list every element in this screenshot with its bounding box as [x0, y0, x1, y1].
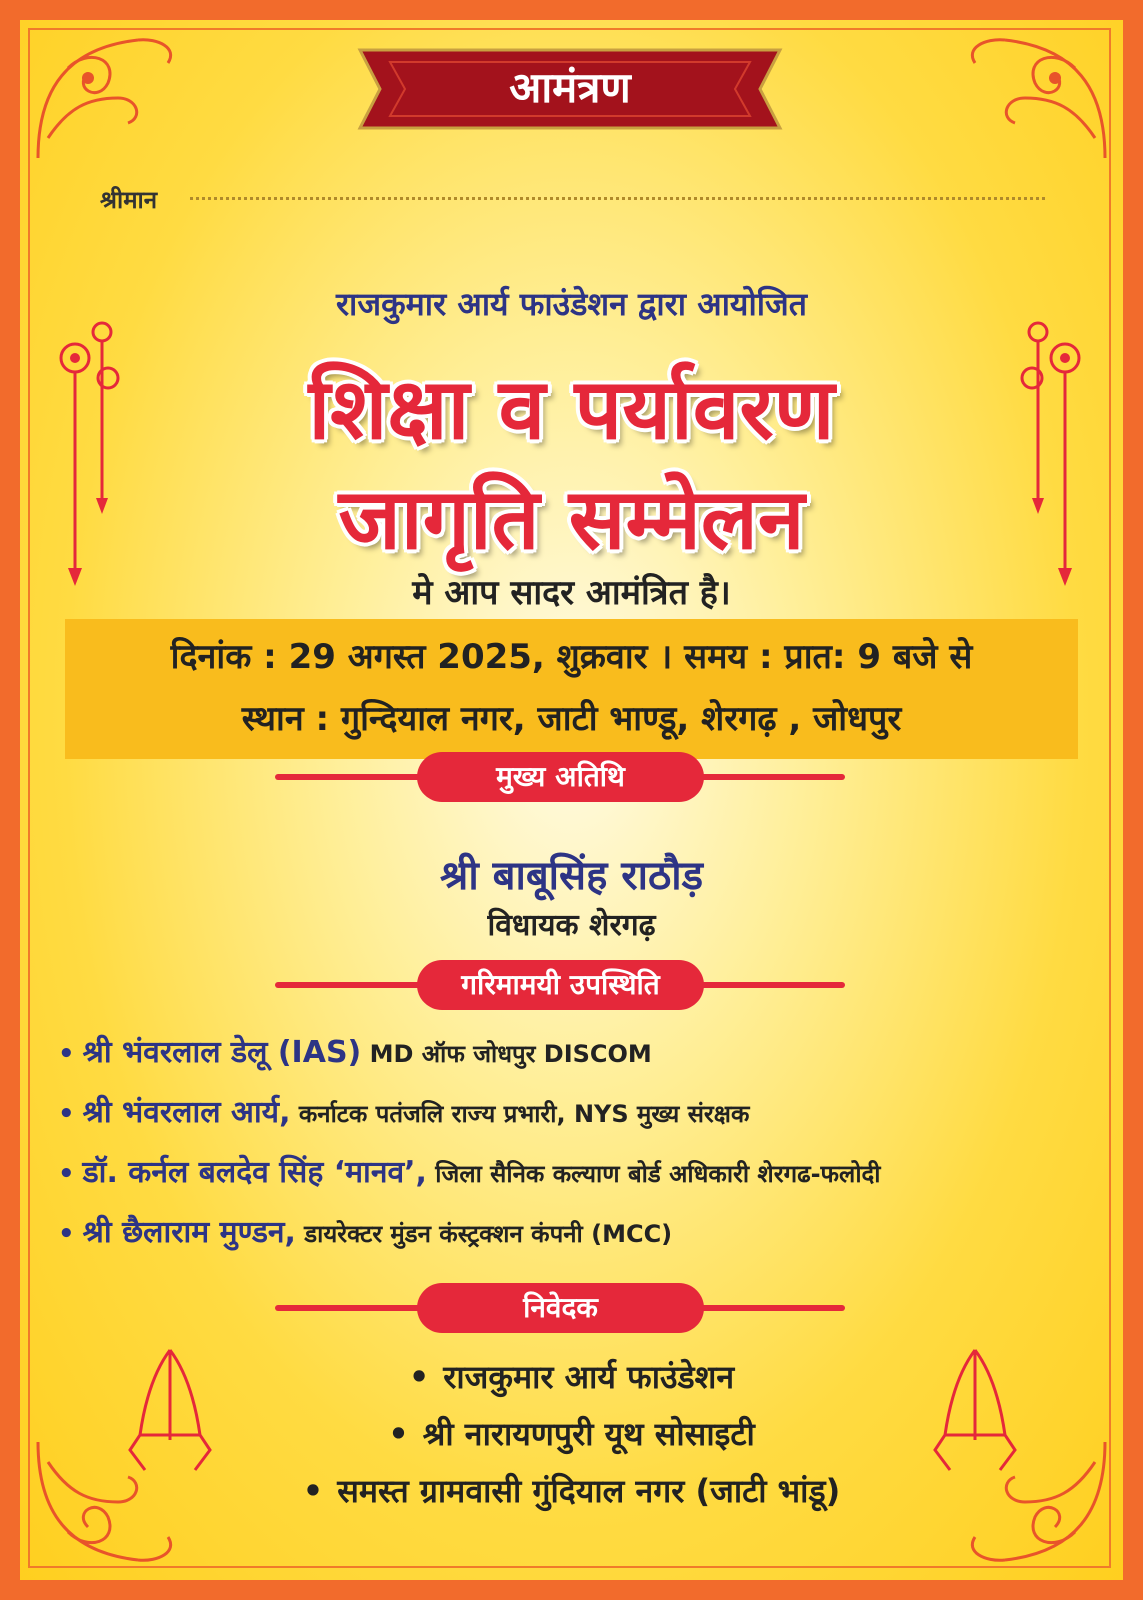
- dignitary-desc: जिला सैनिक कल्याण बोर्ड अधिकारी शेरगढ-फलोदी: [426, 1160, 881, 1188]
- event-venue: स्थान : गुन्दियाल नगर, जाटी भाण्डू, शेरगढ़ , जोधपुर: [241, 699, 902, 739]
- banner-title: आमंत्रण: [509, 63, 631, 112]
- bullet: •: [58, 1219, 75, 1249]
- corner-ornament-top-right: [955, 28, 1115, 168]
- bullet: •: [388, 1415, 409, 1453]
- chief-guest-heading: मुख्य अतिथि: [417, 752, 704, 802]
- bullet: •: [58, 1099, 75, 1129]
- chief-guest-name: श्री बाबूसिंह राठौड़: [440, 853, 703, 899]
- folded-hands-icon: [110, 1340, 230, 1480]
- chief-guest-role: विधायक शेरगढ़: [487, 908, 656, 943]
- bullet: •: [58, 1039, 75, 1069]
- salutation: श्रीमान: [100, 186, 158, 214]
- dignitary-item: [58, 1090, 749, 1131]
- corner-ornament-top-left: [28, 28, 188, 168]
- bullet: •: [408, 1358, 430, 1396]
- dignitary-desc: कर्नाटक पतंजलि राज्य प्रभारी, NYS मुख्य संरक्षक: [290, 1100, 750, 1128]
- event-date-time: दिनांक : 29 अगस्त 2025, शुक्रवार । समय : प्रात: 9 बजे से: [170, 637, 973, 677]
- dignitary-desc: MD ऑफ जोधपुर DISCOM: [361, 1040, 652, 1068]
- dignitary-name: श्री भंवरलाल आर्य,: [82, 1095, 291, 1130]
- dignitaries-heading: गरिमामयी उपस्थिति: [417, 960, 704, 1010]
- petitioners-heading: निवेदक: [417, 1283, 704, 1333]
- event-title-line2: जागृति सम्मेलन: [338, 470, 805, 568]
- dignitary-desc: डायरेक्टर मुंडन कंस्ट्रक्शन कंपनी (MCC): [295, 1220, 673, 1248]
- dignitary-item: [58, 1030, 652, 1071]
- petitioner-text: राजकुमार आर्य फाउंडेशन: [443, 1358, 735, 1396]
- dignitary-name: श्री छैलाराम मुण्डन,: [82, 1215, 296, 1250]
- dignitary-name: श्री भंवरलाल डेलू (IAS): [82, 1035, 362, 1070]
- petitioner-text: श्री नारायणपुरी यूथ सोसाइटी: [422, 1415, 755, 1453]
- name-dotted-line: [190, 197, 1045, 200]
- dignitary-item: [58, 1150, 881, 1191]
- bullet: •: [302, 1472, 324, 1510]
- dignitary-name: डॉ. कर्नल बलदेव सिंह ‘मानव’,: [82, 1155, 427, 1190]
- folded-hands-icon: [915, 1340, 1035, 1480]
- dignitary-item: [58, 1210, 672, 1251]
- invite-line: मे आप सादर आमंत्रित है।: [412, 573, 731, 613]
- organizer-line: राजकुमार आर्य फाउंडेशन द्वारा आयोजित: [335, 285, 808, 323]
- bullet: •: [58, 1159, 75, 1189]
- event-title-line1: शिक्षा व पर्यावरण: [308, 360, 835, 458]
- petitioner-text: समस्त ग्रामवासी गुंदियाल नगर (जाटी भांडू): [337, 1472, 841, 1510]
